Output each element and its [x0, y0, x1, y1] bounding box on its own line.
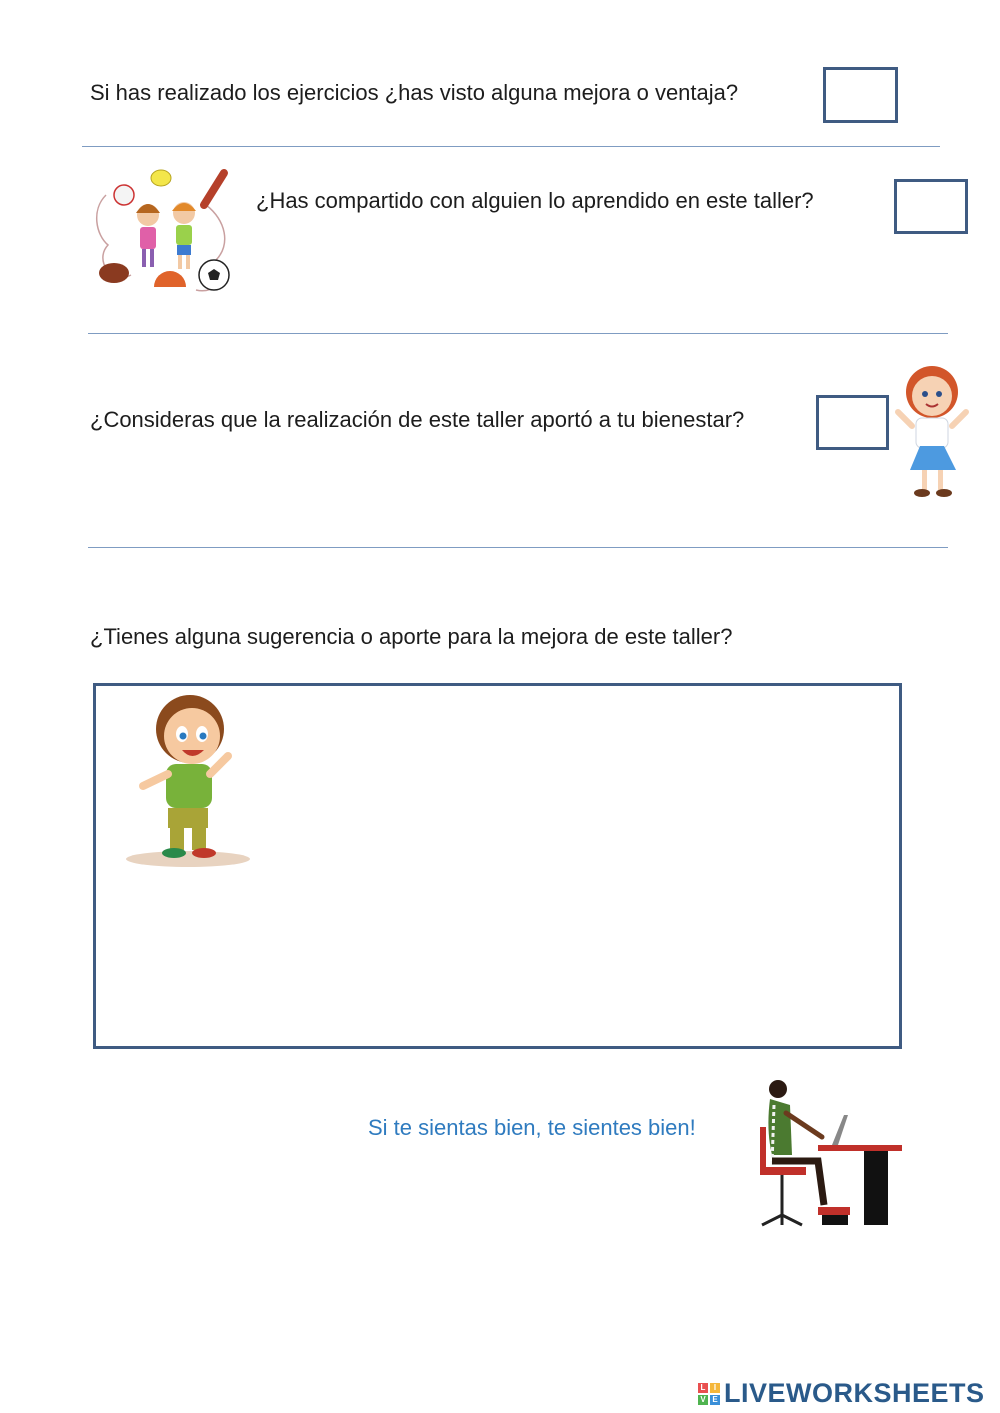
sports-kids-illustration — [86, 165, 236, 307]
girl-waving-illustration — [890, 360, 975, 505]
divider-1 — [82, 146, 940, 147]
answer-box-q2[interactable] — [894, 179, 968, 234]
posture-desk-illustration — [752, 1075, 902, 1227]
question-4-text: ¿Tienes alguna sugerencia o aporte para la mejora de este taller? — [90, 624, 733, 649]
slogan-text: Si te sientas bien, te sientes bien! — [368, 1115, 696, 1140]
liveworksheets-logo — [698, 1378, 985, 1409]
boy-pointing-illustration — [118, 684, 258, 869]
answer-box-q3[interactable] — [816, 395, 889, 450]
question-2-text: ¿Has compartido con alguien lo aprendido en este taller? — [256, 188, 814, 213]
answer-box-q1[interactable] — [823, 67, 898, 123]
divider-3 — [88, 547, 948, 548]
question-1-text: Si has realizado los ejercicios ¿has visto alguna mejora o ventaja? — [90, 80, 739, 105]
divider-2 — [88, 333, 948, 334]
question-3-text: ¿Consideras que la realización de este taller aportó a tu bienestar? — [90, 407, 745, 432]
logo-mark-icon: L I V E — [698, 1383, 720, 1405]
logo-text: LIVEWORKSHEETS — [724, 1378, 985, 1408]
